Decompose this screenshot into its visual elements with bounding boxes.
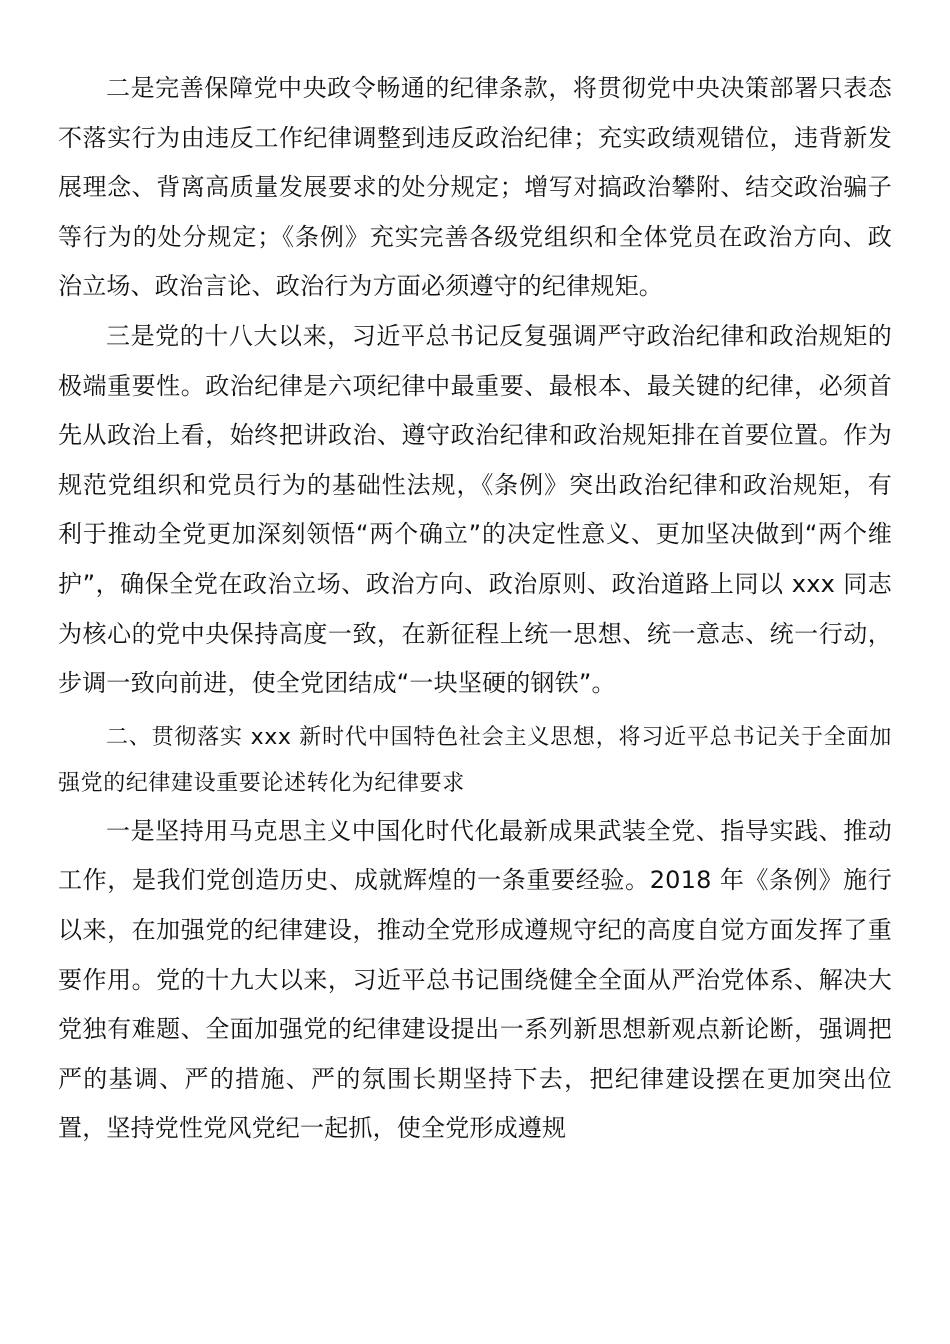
paragraph-political-rules-importance: 三是党的十八大以来，习近平总书记反复强调严守政治纪律和政治规矩的极端重要性。政治纪律是六项纪律中最重要、最根本、最关键的纪律，必须首先从政治上看，始终把讲政治、遵守政治纪律和政治规矩排在首要位置。作为规范党组织和党员行为的基础性法规，《条例》突出政治纪律和政治规矩，有利于推动全党更加深刻领悟“两个确立”的决定性意义、更加坚决做到“两个维护”，确保全党在政治立场、政治方向、政治原则、政治道路上同以 xxx 同志为核心的党中央保持高度一致，在新征程上统一思想、统一意志、统一行动，步调一致向前进，使全党团结成“一块坚硬的钢铁”。 <box>58 321 892 698</box>
section-heading: 二、贯彻落实 xxx 新时代中国特色社会主义思想，将习近平总书记关于全面加强党的纪律建设重要论述转化为纪律要求 <box>58 724 892 796</box>
paragraph-political-discipline-clauses: 二是完善保障党中央政令畅通的纪律条款，将贯彻党中央决策部署只表态不落实行为由违反工作纪律调整到违反政治纪律；充实政绩观错位，违背新发展理念、背离高质量发展要求的处分规定；增写对搞政治攀附、结交政治骗子等行为的处分规定；《条例》充实完善各级党组织和全体党员在政治方向、政治立场、政治言论、政治行为方面必须遵守的纪律规矩。 <box>58 74 892 301</box>
paragraph-marxism-latest-achievements: 一是坚持用马克思主义中国化时代化最新成果武装全党、指导实践、推动工作，是我们党创造历史、成就辉煌的一条重要经验。2018 年《条例》施行以来，在加强党的纪律建设，推动全党形成遵规守纪的高度自觉方面发挥了重要作用。党的十九大以来，习近平总书记围绕健全全面从严治党体系、解决大党独有难题、全面加强党的纪律建设提出一系列新思想新观点新论断，强调把严的基调、严的措施、严的氛围长期坚持下去，把纪律建设摆在更加突出位置，坚持党性党风党纪一起抓，使全党形成遵规 <box>58 816 892 1143</box>
document-page <box>58 64 892 1154</box>
